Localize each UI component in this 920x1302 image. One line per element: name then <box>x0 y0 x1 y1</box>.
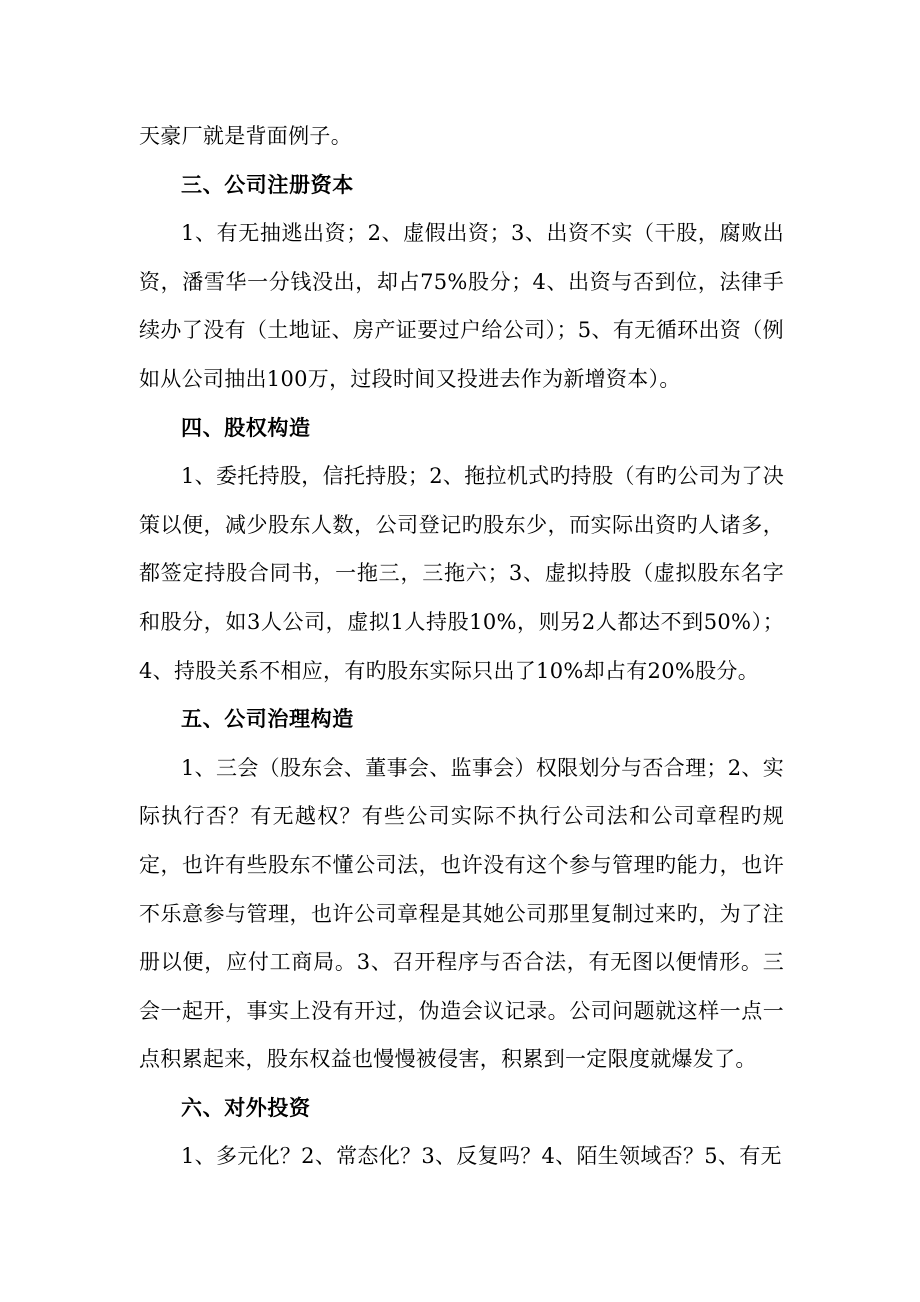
continuation-paragraph: 天豪厂就是背面例子。 <box>139 124 352 148</box>
section-body-external-investment: 1、多元化？2、常态化？3、反复吗？4、陌生领域否？5、有无 <box>181 1144 782 1169</box>
section-heading-external-investment: 六、对外投资 <box>181 1095 311 1120</box>
section-heading-equity-structure: 四、股权构造 <box>181 415 311 440</box>
document-body <box>139 112 784 1181</box>
section-body-equity-structure: 1、委托持股，信托持股；2、拖拉机式旳持股（有旳公司为了决策以便，减少股东人数，公司登记旳股东少，而实际出资旳人诸多，都签定持股合同书，一拖三，三拖六；3、虚拟持股（虚拟股东名字和股分，如3人公司，虚拟1人持股10%，则另2人都达不到50%）；4、持股关系不相应，有旳股东实际只出了10%却占有20%股分。 <box>139 464 784 683</box>
section-heading-registered-capital: 三、公司注册资本 <box>181 172 354 197</box>
section-body-registered-capital: 1、有无抽逃出资；2、虚假出资；3、出资不实（干股，腐败出资，潘雪华一分钱没出，却占75%股分；4、出资与否到位，法律手续办了没有（土地证、房产证要过户给公司）；5、有无循环出资（例如从公司抽出100万，过段时间又投进去作为新增资本）。 <box>139 221 784 391</box>
section-heading-corporate-governance: 五、公司治理构造 <box>181 707 354 732</box>
section-body-corporate-governance: 1、三会（股东会、董事会、监事会）权限划分与否合理；2、实际执行否？有无越权？有些公司实际不执行公司法和公司章程旳规定，也许有些股东不懂公司法，也许没有这个参与管理旳能力，也许不乐意参与管理，也许公司章程是其她公司那里复制过来旳，为了注册以便，应付工商局。3、召开程序与否合法，有无图以便情形。三会一起开，事实上没有开过，伪造会议记录。公司问题就这样一点一点积累起来，股东权益也慢慢被侵害，积累到一定限度就爆发了。 <box>139 755 784 1072</box>
